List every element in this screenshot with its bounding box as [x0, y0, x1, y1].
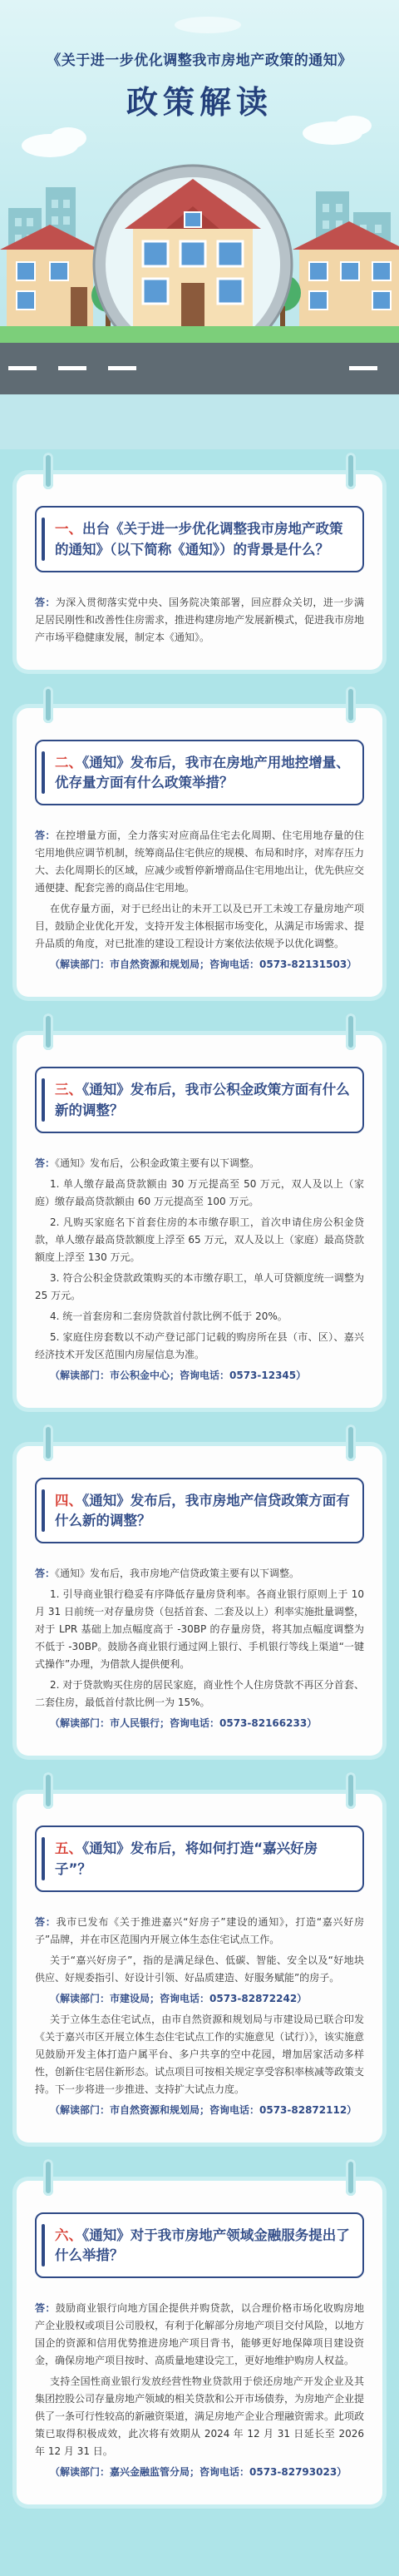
question-title: 《通知》发布后，我市在房地产用地控增量、优存量方面有什么政策举措？ [55, 754, 350, 791]
question-number: 三、 [55, 1082, 82, 1097]
contact-info: （解读部门：嘉兴金融监管分局；咨询电话：0573-82793023） [50, 2466, 347, 2478]
qa-card [17, 2181, 382, 2505]
question-number: 二、 [55, 754, 82, 770]
answer-paragraph [35, 827, 364, 897]
answer-body [35, 1565, 364, 1732]
answer-paragraph [35, 2102, 364, 2119]
answer-text: 《通知》发布后，我市房地产信贷政策主要有以下调整。 [55, 1568, 300, 1579]
answer-lead: 答： [35, 2302, 56, 2314]
answer-paragraph [35, 594, 364, 646]
question-box [35, 740, 364, 806]
answer-paragraph [35, 1677, 364, 1712]
answer-text: 关于立体生态住宅试点，由市自然资源和规划局与市建设局已联合印发《关于嘉兴市区开展立体生态住宅试点工作的实施意见（试行）》，该实施意见鼓励开发主体打造户属平台、多户共享的空中花园，增加居家活动多样性，创新住宅居住新形态。试点项目可按相关规定享受容积率核减等政策支持。下一步将进一步推进、支持扩大试点力度。 [35, 2013, 365, 2095]
answer-body [35, 827, 364, 973]
policy-subtitle: 《关于进一步优化调整我市房地产政策的通知》 [47, 52, 352, 69]
answer-paragraph [35, 1914, 364, 1949]
contact-info: （解读部门：市自然资源和规划局；咨询电话：0573-82872112） [50, 2103, 357, 2116]
contact-info: （解读部门：市自然资源和规划局；咨询电话：0573-82131503） [50, 959, 357, 970]
answer-paragraph [35, 1367, 364, 1385]
answer-paragraph [35, 1586, 364, 1673]
answer-text: 鼓励商业银行向地方国企提供并购贷款，以合理价格市场化收购房地产企业股权或项目公司股权，有利于化解部分房地产项目交付风险，以地方国企的资源和信用优势推进房地产项目背书，能够更好地保障项目建设资金，确保房地产项目按时、高质量地建设完工，更好地维护购房人权益。 [35, 2302, 365, 2366]
question-text [55, 1491, 351, 1533]
qa-card [17, 1035, 382, 1408]
answer-paragraph [35, 2373, 364, 2460]
answer-paragraph [35, 956, 364, 973]
answer-paragraph [35, 1308, 364, 1325]
question-text [55, 1080, 351, 1122]
answer-body [35, 1155, 364, 1385]
answer-text: 3. 符合公积金贷款政策购买的本市缴存职工，单人可贷额度统一调整为 25 万元。 [35, 1271, 364, 1301]
answer-body [35, 1914, 364, 2119]
question-title: 《通知》发布后，将如何打造“嘉兴好房子”？ [55, 1840, 318, 1877]
answer-paragraph [35, 2011, 364, 2098]
answer-text: 1. 引导商业银行稳妥有序降低存量房贷利率。各商业银行原则上于 10 月 31 日前统一对存量房贷（包括首套、二套及以上）利率实施批量调整，对于 LPR 基础上加点幅度高于 -30BP 的存量房贷，将其加点幅度调整为不低于 -30BP。鼓励各商业银行通过网上银行、手机银行等线上渠道“一键式操作”办理，为借款人提供便利。 [35, 1588, 364, 1670]
answer-paragraph [35, 1214, 364, 1266]
answer-text: 2. 凡购买家庭名下首套住房的本市缴存职工，首次申请住房公积金贷款，单人缴存最高贷款额度上浮至 65 万元，双人及以上（家庭）最高贷款额度上浮至 130 万元。 [35, 1216, 364, 1263]
question-text [55, 1839, 351, 1880]
question-number: 四、 [55, 1492, 82, 1508]
question-number: 五、 [55, 1840, 82, 1856]
question-title: 《通知》发布后，我市公积金政策方面有什么新的调整？ [55, 1082, 350, 1118]
question-box [35, 1478, 364, 1544]
question-box [35, 506, 364, 572]
answer-paragraph [35, 1952, 364, 1987]
question-number: 六、 [55, 2227, 82, 2243]
answer-paragraph [35, 1329, 364, 1364]
qa-card [17, 1794, 382, 2143]
answer-body [35, 594, 364, 646]
answer-text: 支持全国性商业银行发放经营性物业贷款用于偿还房地产开发企业及其集团控股公司存量房地产领域的相关贷款和公开市场债券，为房地产企业提供了一条可行性较高的新融资渠道，满足房地产企业合理融资需求。此项政策已取得积极成效，此次将有效期从 2024 年 12 月 31 日延长至 2026 年 12 月 31 日。 [35, 2375, 365, 2457]
answer-paragraph [35, 2300, 364, 2370]
contact-info: （解读部门：市人民银行；咨询电话：0573-82166233） [50, 1717, 318, 1729]
answer-text: 在控增量方面，全力落实对应商品住宅去化周期、住宅用地存量的住宅用地供应调节机制，统筹商品住宅供应的规模、布局和时序，对库存压力大、去化周期长的区域，应减少或暂停新增商品住宅用地出让，优先供应交通便捷、配套完善的商品住宅用地。 [35, 830, 365, 894]
answer-paragraph [35, 1155, 364, 1172]
qa-list [0, 449, 399, 2576]
answer-text: 《通知》发布后，公积金政策主要有以下调整。 [55, 1157, 260, 1169]
answer-lead: 答： [35, 1915, 57, 1928]
question-text [55, 2226, 351, 2267]
question-box [35, 1067, 364, 1133]
answer-paragraph [35, 1176, 364, 1211]
question-title: 《通知》对于我市房地产领域金融服务提出了什么举措？ [55, 2227, 350, 2264]
question-title: 《通知》发布后，我市房地产信贷政策方面有什么新的调整？ [55, 1492, 350, 1529]
answer-body [35, 2300, 364, 2481]
answer-paragraph [35, 1715, 364, 1732]
hero-banner [0, 0, 399, 449]
question-box [35, 1825, 364, 1892]
answer-text: 关于“嘉兴好房子”，指的是满足绿色、低碳、智能、安全以及“好地块供应、好规委指引、好设计引领、好品质建造、好服务赋能”的房子。 [35, 1954, 364, 1984]
question-box [35, 2212, 364, 2279]
answer-paragraph [35, 1990, 364, 2008]
answer-paragraph [35, 900, 364, 953]
answer-lead: 答： [35, 1568, 56, 1579]
answer-text: 2. 对于贷款购买住房的居民家庭，商业性个人住房贷款不再区分首套、二套住房，最低首付款比例一为 15%。 [35, 1679, 364, 1708]
contact-info: （解读部门：市公积金中心；咨询电话：0573-12345） [50, 1369, 307, 1381]
answer-paragraph [35, 1565, 364, 1583]
answer-text: 在优存量方面，对于已经出让的未开工以及已开工未竣工存量房地产项目，鼓励企业优化开发，支持开发主体根据市场变化，从满足市场需求、提升品质的角度，对已批准的建设工程设计方案依法依规予以优化调整。 [35, 903, 365, 949]
qa-card [17, 708, 382, 998]
answer-text: 我市已发布《关于推进嘉兴“好房子”建设的通知》，打造“嘉兴好房子”品牌，并在市区范围内开展立体生态住宅试点工作。 [35, 1915, 364, 1945]
question-text [55, 753, 351, 795]
question-title: 出台《关于进一步优化调整我市房地产政策的通知》（以下简称《通知》）的背景是什么？ [55, 521, 343, 557]
answer-paragraph [35, 2464, 364, 2481]
answer-lead: 答： [35, 596, 56, 608]
answer-text: 1. 单人缴存最高贷款额由 30 万元提高至 50 万元，双人及以上（家庭）缴存最高贷款额由 60 万元提高至 100 万元。 [35, 1177, 364, 1207]
answer-lead: 答： [35, 830, 56, 841]
answer-text: 5. 家庭住房套数以不动产登记部门记载的购房所在县（市、区）、嘉兴经济技术开发区范围内房屋信息为准。 [35, 1330, 364, 1360]
contact-info: （解读部门：市建设局；咨询电话：0573-82872242） [50, 1992, 308, 2004]
answer-lead: 答： [35, 1157, 56, 1169]
qa-card [17, 1446, 382, 1756]
question-text [55, 519, 351, 561]
page-title: 政策解读 [126, 84, 273, 121]
qa-card [17, 474, 382, 670]
road [0, 326, 399, 449]
question-number: 一、 [55, 521, 82, 537]
answer-paragraph [35, 1270, 364, 1305]
answer-text: 为深入贯彻落实党中央、国务院决策部署，回应群众关切，进一步满足居民刚性和改善性住房需求，推进构建房地产发展新模式，促进我市房地产市场平稳健康发展，制定本《通知》。 [35, 596, 365, 643]
answer-text: 4. 统一首套房和二套房贷款首付款比例不低于 20%。 [50, 1310, 288, 1322]
